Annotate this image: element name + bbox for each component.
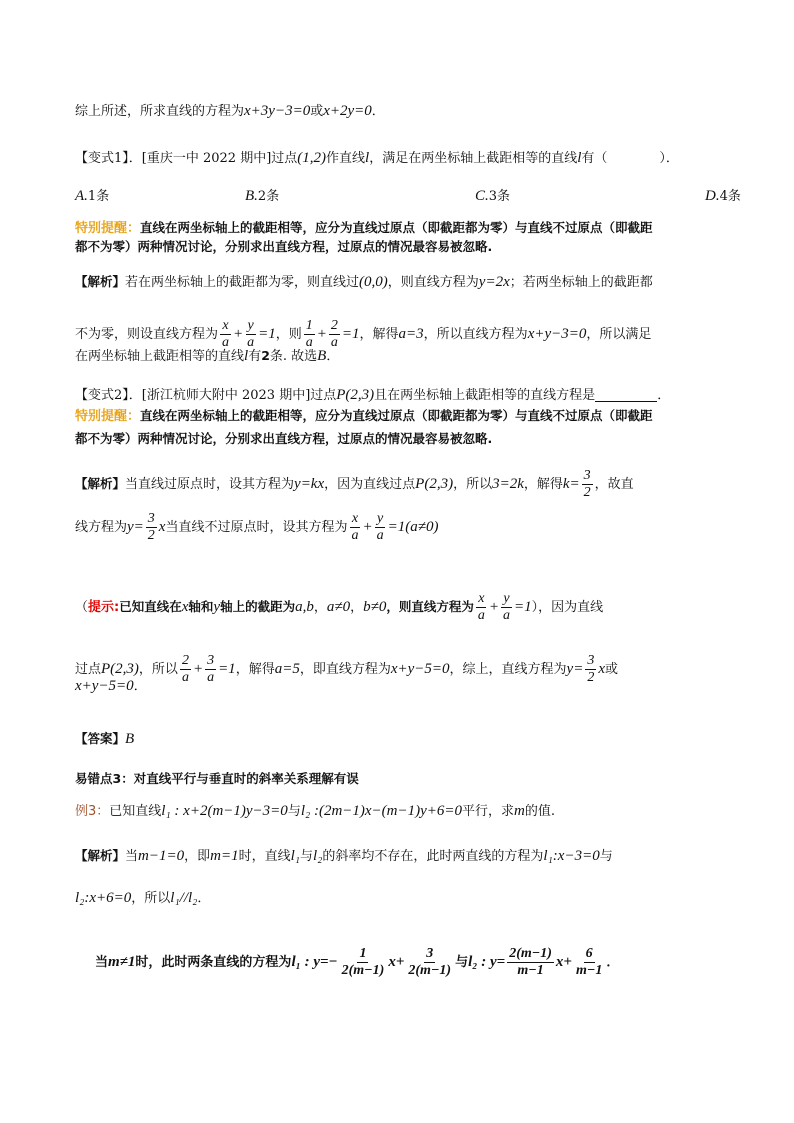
math-expression: 3=2k	[492, 476, 524, 493]
text: 平行，求	[462, 804, 515, 819]
fraction-denominator: 2(m−1)	[341, 963, 385, 979]
text: ，即直线方程为	[299, 662, 391, 678]
summary-line	[75, 104, 385, 119]
text: ．	[371, 104, 385, 119]
text: 且在两坐标轴上截距相等的直线方程是	[374, 388, 596, 403]
fraction-denominator: a	[477, 608, 485, 624]
math-expression: C.	[475, 188, 489, 204]
math-expression: =1(a≠0)	[387, 519, 439, 536]
fraction-denominator: m−1	[575, 963, 603, 979]
math-expression: l	[365, 150, 370, 166]
math-expression: (0,0)	[359, 274, 388, 290]
fraction-denominator: a	[503, 608, 510, 624]
analysis-1-line-2	[75, 318, 651, 351]
fraction-numerator: 3	[585, 653, 596, 670]
label-highlight: 提示:	[88, 600, 120, 616]
answer-blank[interactable]	[595, 389, 657, 402]
fraction-denominator: m−1	[517, 963, 544, 979]
math-expression: y=kx	[294, 476, 325, 493]
bold-text: 已知直线在	[119, 599, 182, 615]
bold-text: 【答案】	[75, 731, 126, 747]
math-expression: x+	[555, 954, 572, 971]
math-expression: a,b	[295, 599, 314, 616]
text: 或	[310, 104, 324, 119]
text: 在两坐标轴上截距相等的直线	[75, 349, 245, 364]
variant-1-question	[75, 151, 679, 166]
label-highlight: 特别提醒：	[75, 409, 141, 424]
math-expression: l₁//l₂	[170, 890, 198, 906]
text: 当	[125, 849, 139, 864]
math-expression: +	[233, 326, 244, 343]
fraction	[349, 511, 360, 544]
math-expression: B	[317, 348, 327, 364]
math-expression: y=	[127, 519, 144, 536]
math-expression: l₂	[313, 848, 323, 864]
math-expression: +	[362, 519, 373, 536]
text: 过点	[75, 662, 102, 678]
text: ，所以满足	[586, 327, 652, 343]
text: 1条	[87, 189, 110, 204]
math-expression: P(2,3)	[336, 387, 375, 403]
text: ．	[657, 388, 671, 403]
error-point-3-heading	[75, 773, 359, 786]
math-expression: l	[244, 348, 249, 364]
math-expression: x	[181, 599, 189, 616]
math-expression: x+y−5=0	[75, 678, 134, 694]
bold-text: 直线在两坐标轴上的截距相等，应分为直线过原点（即截距都为零）与直线不过原点（即截距	[140, 408, 653, 424]
text: 与	[599, 849, 613, 864]
text: ，所以	[453, 477, 493, 493]
text: 有（ ）．	[581, 151, 679, 166]
fraction	[304, 318, 315, 351]
text: ，则直线方程为	[387, 275, 479, 290]
text: 条. 故选	[269, 349, 318, 364]
math-expression: l	[577, 150, 582, 166]
text: 与	[455, 955, 469, 971]
answer-line	[75, 732, 134, 747]
math-expression: l₂ : y=	[468, 954, 506, 971]
fraction-denominator: a	[376, 528, 384, 544]
text: 4条	[719, 189, 741, 204]
math-expression: k=	[562, 476, 580, 493]
fraction-numerator: y	[501, 591, 511, 608]
fraction	[507, 946, 554, 979]
math-expression: P(2,3)	[415, 476, 454, 493]
math-expression: x+y−5=0	[390, 661, 450, 678]
text: 有	[248, 349, 262, 364]
text: 3条	[488, 189, 511, 204]
text: ，解得	[235, 662, 275, 678]
text: ，综上，直线方程为	[449, 662, 567, 678]
fraction-denominator: 2	[587, 670, 595, 686]
text: ，	[313, 600, 327, 616]
fraction	[146, 511, 157, 544]
math-expression: a≠0	[326, 599, 351, 616]
math-expression: x+2y=0	[323, 103, 372, 119]
text: 当	[95, 955, 109, 971]
math-expression: a=3	[398, 326, 424, 343]
math-expression: x+y−3=0	[527, 326, 587, 343]
bold-text: 都不为零）两种情况讨论，分别求出直线方程，过原点的情况最容易被忽略.	[75, 239, 493, 254]
fraction-numerator: y	[246, 318, 256, 335]
math-expression: B	[125, 731, 135, 747]
text: 当直线过原点时，设其方程为	[125, 477, 295, 493]
text: 线方程为	[75, 520, 128, 536]
math-expression: =1	[341, 326, 360, 343]
fraction-numerator: 3	[146, 511, 157, 528]
analysis-3-line-3	[95, 946, 619, 979]
analysis-2-line-3	[75, 653, 618, 686]
bold-text: ，则直线方程为	[386, 599, 474, 615]
math-expression: =1	[514, 599, 532, 616]
math-expression: l₁	[290, 848, 300, 864]
fraction	[574, 946, 604, 979]
math-expression: b≠0	[363, 599, 387, 616]
math-expression: P(2,3)	[101, 661, 139, 678]
fraction	[329, 318, 340, 351]
option-a	[75, 189, 109, 204]
fraction-numerator: 2(m−1)	[507, 946, 554, 963]
text: 或	[605, 662, 619, 678]
fraction	[582, 468, 593, 501]
text: 已知直线	[109, 804, 162, 819]
fraction-numerator: 2	[329, 318, 340, 335]
bold-text: 都不为零）两种情况讨论，分别求出直线方程，过原点的情况最容易被忽略.	[75, 431, 493, 446]
analysis-1-line-1	[75, 275, 653, 290]
text: ，故直	[594, 477, 634, 493]
text: 若在两坐标轴上的截距都为零，则直线过	[125, 275, 360, 290]
analysis-2-line-2	[75, 511, 438, 544]
math-expression: +	[488, 599, 499, 616]
fraction-numerator: 2	[180, 653, 191, 670]
text: ；若两坐标轴上的截距都	[509, 275, 653, 290]
text: ，所以直线方程为	[423, 327, 528, 343]
fraction	[585, 653, 596, 686]
text: 的斜率均不存在，此时两直线的方程为	[322, 849, 544, 864]
fraction-denominator: a	[351, 528, 359, 544]
text: ，所以	[138, 662, 178, 678]
bold-text: 易错点3：对直线平行与垂直时的斜率关系理解有误	[75, 771, 359, 786]
fraction-numerator: 3	[205, 653, 216, 670]
fraction	[340, 946, 387, 979]
fraction	[205, 653, 216, 686]
variant-2-question	[75, 388, 670, 403]
math-expression: l₂ :(2m−1)x−(m−1)y+6=0	[300, 803, 463, 819]
analysis-1-line-3	[75, 349, 339, 364]
text: ，满足在两坐标轴上截距相等的直线	[369, 151, 578, 166]
bold-text: 【解析】	[75, 476, 126, 492]
fraction-numerator: 3	[582, 468, 593, 485]
text: 时，此时两条直线的方程为	[135, 955, 292, 971]
fraction-denominator: a	[330, 335, 338, 351]
text: ．	[606, 955, 620, 971]
text: 与	[300, 849, 314, 864]
math-expression: D.	[705, 188, 720, 204]
reminder-2-line-2	[75, 433, 492, 446]
math-expression: a=5	[274, 661, 300, 678]
reminder-1-line-1	[75, 222, 653, 235]
math-expression: l₁:x−3=0	[543, 848, 600, 864]
fraction-numerator: x	[350, 511, 360, 528]
text: ，	[350, 600, 364, 616]
fraction-numerator: 6	[584, 946, 595, 963]
fraction-denominator: 2(m−1)	[408, 963, 452, 979]
analysis-2-line-1	[75, 468, 634, 501]
fraction	[180, 653, 191, 686]
math-expression: y=2x	[478, 274, 510, 290]
text: ，则	[275, 327, 302, 343]
math-expression: =1	[258, 326, 276, 343]
text: ，所以	[131, 891, 171, 906]
text: 不为零，则设直线方程为	[75, 327, 219, 343]
text: ，解得	[359, 327, 399, 343]
fraction	[501, 591, 512, 624]
fraction	[220, 318, 231, 351]
text: 【变式1】．[重庆一中 2022 期中]过点	[75, 151, 298, 166]
option-b	[245, 189, 279, 204]
hint-line	[75, 591, 603, 624]
reminder-2-line-1	[75, 410, 653, 423]
analysis-3-line-2	[75, 891, 210, 906]
fraction-numerator: y	[375, 511, 385, 528]
math-expression: l₂:x+6=0	[75, 890, 132, 906]
text: ），因为直线	[531, 600, 604, 616]
math-expression: A.	[75, 188, 88, 204]
fraction-numerator: 1	[304, 318, 315, 335]
math-expression: m≠1	[108, 954, 136, 971]
math-expression: x+3y−3=0	[244, 103, 311, 119]
fraction	[375, 511, 386, 544]
text: 与	[287, 804, 301, 819]
fraction-denominator: a	[222, 335, 230, 351]
text: ，即	[184, 849, 211, 864]
text: 的值.	[524, 804, 556, 819]
option-c	[475, 189, 510, 204]
fraction-numerator: 1	[357, 946, 368, 963]
bold-text: 2	[261, 348, 270, 364]
text: 【变式2】．[浙江杭师大附中 2023 期中]过点	[75, 388, 337, 403]
bold-text: 轴和	[188, 599, 214, 615]
fraction-numerator: x	[220, 318, 230, 335]
fraction-denominator: a	[247, 335, 255, 351]
math-expression: B.	[245, 188, 258, 204]
text: 作直线	[326, 151, 366, 166]
fraction-numerator: 3	[424, 946, 435, 963]
text: ，解得	[523, 477, 563, 493]
math-expression: m=1	[210, 848, 239, 864]
text: 时，直线	[238, 849, 291, 864]
label-highlight: 例3：	[75, 804, 110, 819]
math-expression: +	[316, 326, 327, 343]
text: （	[75, 600, 89, 616]
text: 综上所述，所求直线的方程为	[75, 104, 245, 119]
bold-text: 直线在两坐标轴上的截距相等，应分为直线过原点（即截距都为零）与直线不过原点（即截距	[140, 220, 653, 236]
math-expression: y	[213, 599, 221, 616]
math-expression: l₁ : y=−	[291, 954, 338, 971]
bold-text: 【解析】	[75, 848, 126, 864]
math-expression: m−1=0	[138, 848, 185, 864]
math-expression: (1,2)	[297, 150, 327, 166]
analysis-2-line-4	[75, 679, 147, 694]
fraction-denominator: 2	[583, 485, 591, 501]
text: 2条	[257, 189, 280, 204]
math-expression: l₁ : x+2(m−1)y−3=0	[161, 803, 288, 819]
fraction-denominator: a	[305, 335, 313, 351]
fraction-numerator: x	[476, 591, 486, 608]
example-3-question	[75, 804, 555, 819]
text: ．	[197, 891, 211, 906]
reminder-1-line-2	[75, 241, 492, 254]
text: ．	[326, 349, 340, 364]
bold-text: 【解析】	[75, 274, 126, 290]
math-expression: +	[192, 661, 204, 678]
analysis-3-line-1	[75, 849, 613, 864]
text: ，因为直线过点	[324, 477, 416, 493]
text: 当直线不过原点时，设其方程为	[165, 520, 348, 536]
fraction	[476, 591, 487, 624]
bold-text: 轴上的截距为	[220, 599, 296, 615]
math-expression: =1	[218, 661, 236, 678]
math-expression: x	[158, 519, 166, 536]
option-d	[705, 189, 741, 204]
fraction-denominator: a	[207, 670, 215, 686]
math-expression: m	[514, 803, 525, 819]
math-expression: x	[598, 661, 605, 678]
math-expression: y=	[566, 661, 584, 678]
fraction	[245, 318, 256, 351]
label-highlight: 特别提醒：	[75, 221, 141, 236]
fraction-denominator: a	[181, 670, 189, 686]
math-expression: x+	[388, 954, 405, 971]
fraction	[406, 946, 453, 979]
text: ．	[133, 679, 147, 694]
fraction-denominator: 2	[147, 528, 155, 544]
